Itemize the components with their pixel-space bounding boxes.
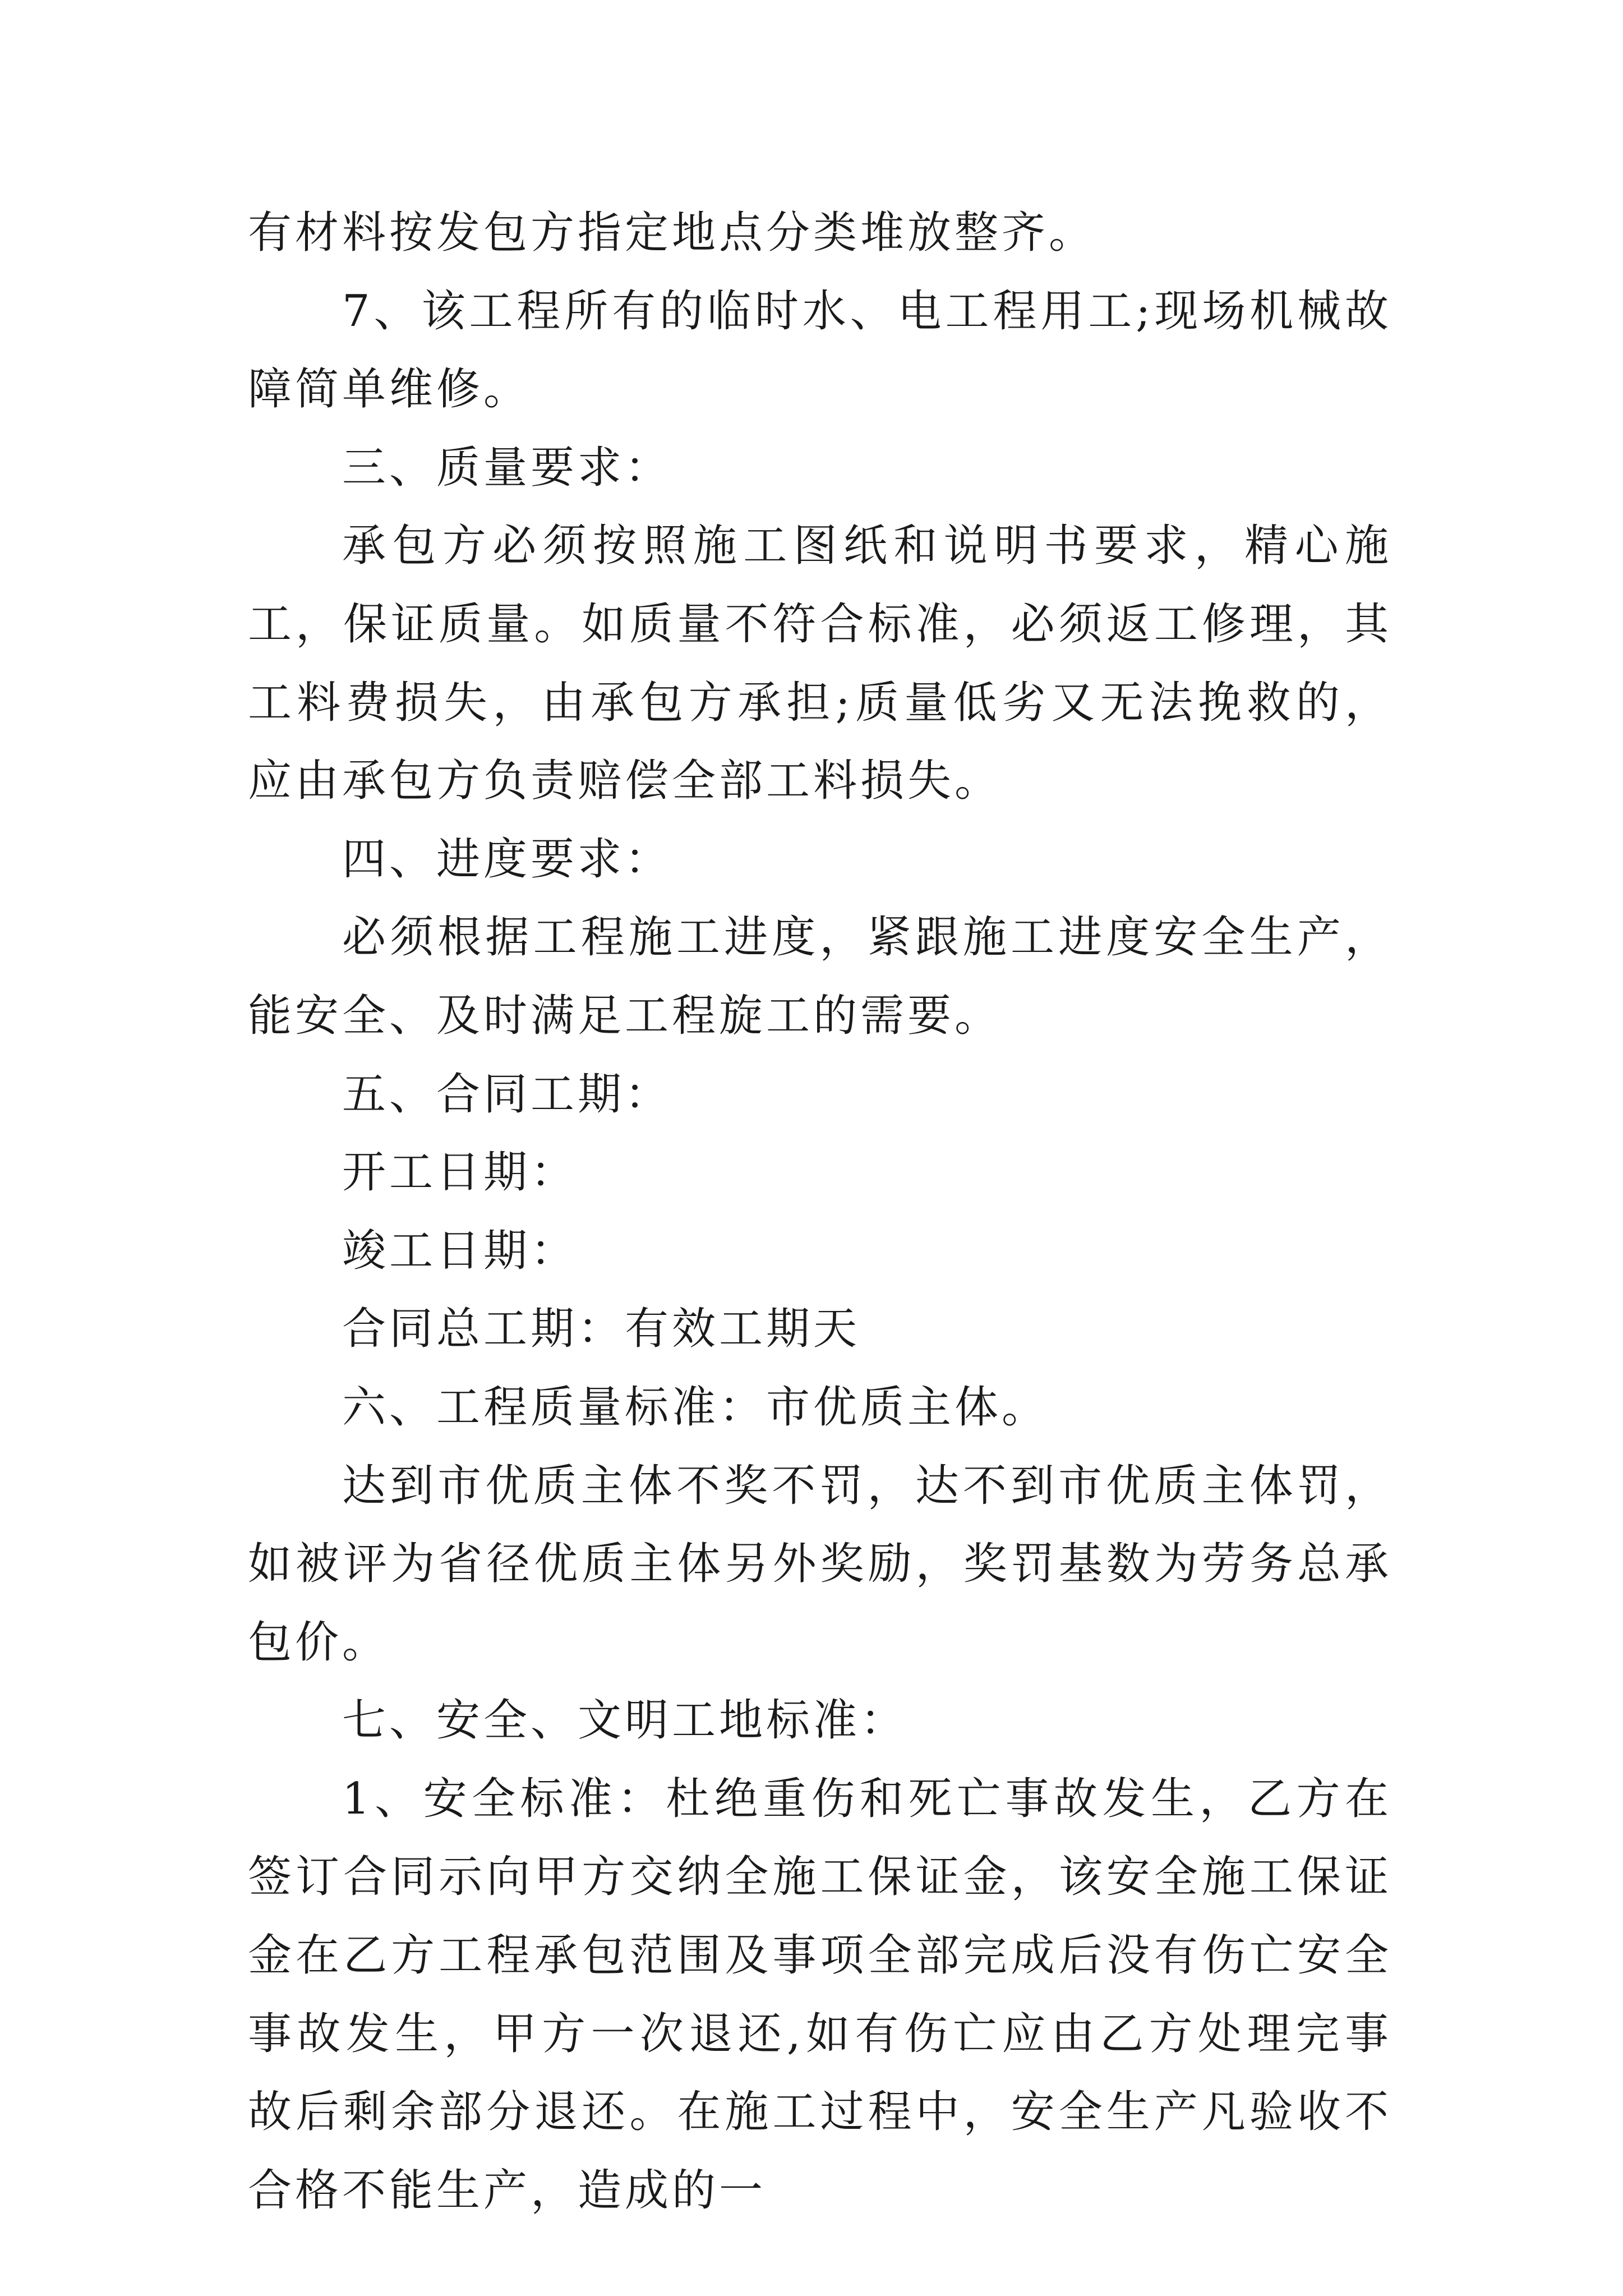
paragraph-quality-standard: 达到市优质主体不奖不罚，达不到市优质主体罚，如被评为省径优质主体另外奖励，奖罚基数为劳务总承包价。 [248, 1460, 1392, 1668]
field-start-date: 开工日期： [342, 1147, 578, 1198]
field-completion-date: 竣工日期： [342, 1225, 578, 1276]
heading-schedule-requirements: 四、进度要求： [342, 834, 672, 885]
heading-quality-standard: 六、工程质量标准：市优质主体。 [342, 1382, 1049, 1433]
paragraph-item-7: 7、该工程所有的临时水、电工程用工;现场机械故障简单维修。 [248, 286, 1392, 415]
paragraph-schedule-requirements: 必须根据工程施工进度，紧跟施工进度安全生产，能安全、及时满足工程旋工的需要。 [248, 912, 1392, 1041]
heading-quality-requirements: 三、质量要求： [342, 442, 672, 493]
paragraph-materials-end: 有材料按发包方指定地点分类堆放整齐。 [248, 208, 1096, 258]
document-body [248, 194, 1392, 2230]
heading-contract-period: 五、合同工期： [342, 1069, 672, 1120]
heading-safety-standard: 七、安全、文明工地标准： [342, 1695, 908, 1746]
field-total-period: 合同总工期：有效工期天 [342, 1304, 861, 1355]
paragraph-safety-standard: 1、安全标准：杜绝重伤和死亡事故发生，乙方在签订合同示向甲方交纳全施工保证金，该安全施工保证金在乙方工程承包范围及事项全部完成后没有伤亡安全事故发生，甲方一次退还,如有伤亡应由乙方处理完事故后剩余部分退还。在施工过程中，安全生产凡验收不合格不能生产，造成的一 [248, 1773, 1392, 2216]
paragraph-quality-requirements: 承包方必须按照施工图纸和说明书要求，精心施工，保证质量。如质量不符合标准，必须返工修理，其工料费损失，由承包方承担;质量低劣又无法挽救的，应由承包方负责赔偿全部工料损失。 [248, 521, 1392, 807]
